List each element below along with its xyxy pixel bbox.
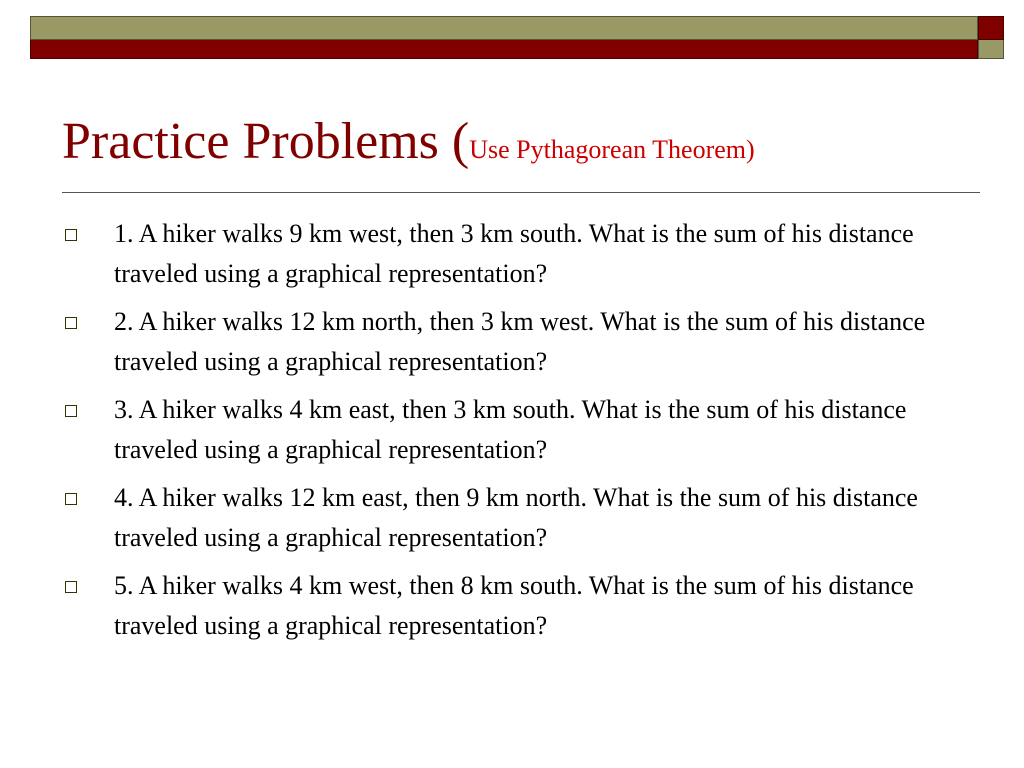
slide-title: [62, 113, 755, 170]
hollow-square-bullet-icon: [65, 405, 77, 417]
slide-title-subtitle: Use Pythagorean Theorem): [469, 135, 755, 164]
problem-item-3: [62, 390, 972, 470]
corner-decoration-maroon-block: [978, 16, 1004, 40]
problem-item-4: [62, 478, 972, 558]
problem-text-1: 1. A hiker walks 9 km west, then 3 km south. What is the sum of his distance traveled using a graphical representation?: [114, 219, 914, 288]
corner-decoration-olive-block: [978, 40, 1004, 59]
problem-text-2: 2. A hiker walks 12 km north, then 3 km west. What is the sum of his distance traveled using a graphical representation?: [114, 307, 926, 376]
problem-text-4: 4. A hiker walks 12 km east, then 9 km north. What is the sum of his distance traveled using a graphical representation?: [114, 483, 918, 552]
problem-item-1: [62, 214, 972, 294]
problem-item-2: [62, 302, 972, 382]
hollow-square-bullet-icon: [65, 493, 77, 505]
hollow-square-bullet-icon: [65, 581, 77, 593]
slide-title-main: Practice Problems (: [62, 113, 470, 170]
top-decoration-maroon-bar: [30, 40, 978, 59]
hollow-square-bullet-icon: [65, 229, 77, 241]
problem-item-5: [62, 566, 972, 646]
problem-text-3: 3. A hiker walks 4 km east, then 3 km south. What is the sum of his distance traveled using a graphical representation?: [114, 395, 907, 464]
problem-text-5: 5. A hiker walks 4 km west, then 8 km south. What is the sum of his distance traveled using a graphical representation?: [114, 571, 914, 640]
problem-list: [62, 214, 972, 654]
hollow-square-bullet-icon: [65, 317, 77, 329]
top-decoration-olive-bar: [30, 16, 978, 40]
title-divider: [62, 192, 980, 193]
